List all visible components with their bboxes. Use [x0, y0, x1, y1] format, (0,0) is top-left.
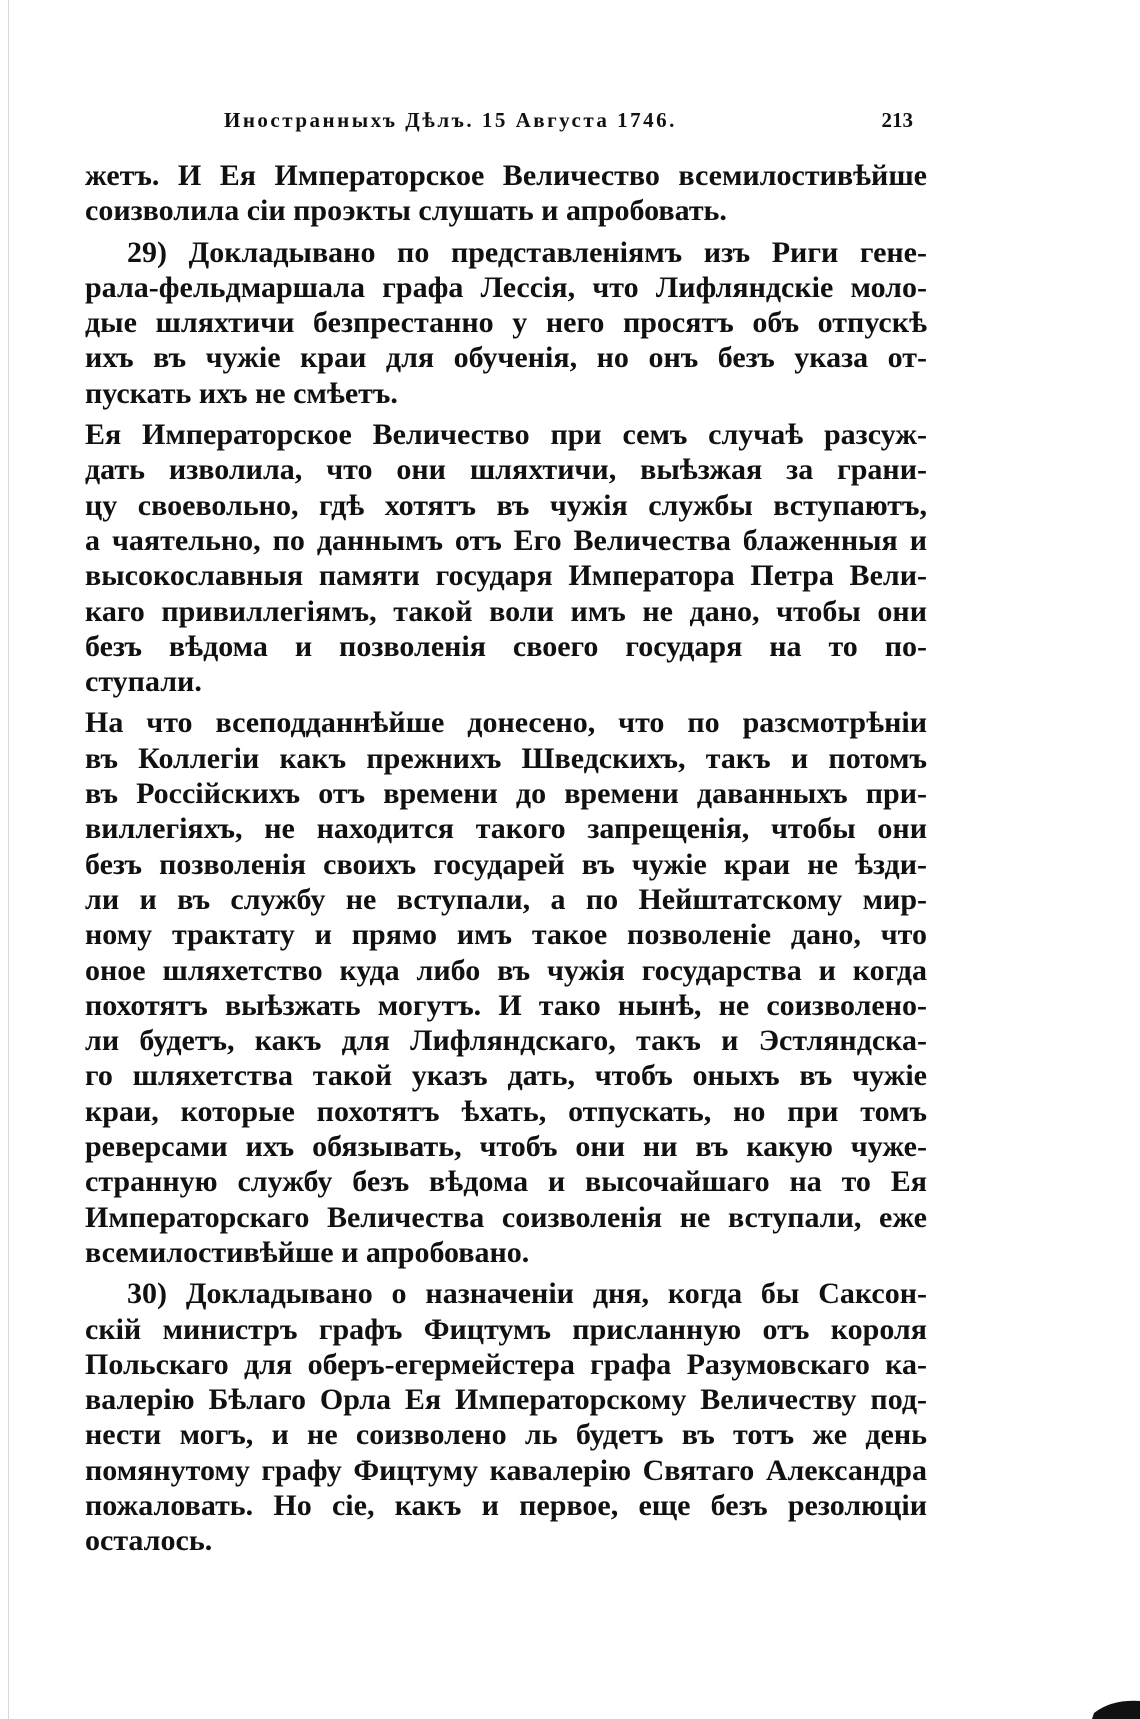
- text-line: высокославныя памяти государя Императора Петра Вели-: [85, 559, 927, 593]
- page-curl-mark: [1090, 1679, 1140, 1719]
- text-line: реверсами ихъ обязывать, чтобъ они ни въ какую чуже-: [85, 1130, 927, 1164]
- text-line: похотятъ выѣзжать могутъ. И тако нынѣ, не соизволено-: [85, 988, 927, 1022]
- text-line: странную службу безъ вѣдома и высочайшаго на то Ея: [85, 1165, 927, 1199]
- paragraph: [85, 1276, 927, 1558]
- text-line: пожаловать. Но сіе, какъ и первое, еще безъ резолюціи: [85, 1488, 927, 1522]
- paragraph: [85, 417, 927, 699]
- text-line: всемилостивѣйше и апробовано.: [85, 1235, 530, 1269]
- text-line: На что всеподданнѣйше донесено, что по разсмотрѣніи: [85, 706, 927, 740]
- page-number: 213: [881, 108, 913, 132]
- header-title: Иностранныхъ Дѣлъ. 15 Августа 1746.: [224, 108, 677, 132]
- text-line: въ Россійскихъ отъ времени до времени даванныхъ при-: [85, 777, 927, 811]
- text-line: ихъ въ чужіе краи для обученія, но онъ безъ указа от-: [85, 341, 927, 375]
- text-line: Ея Императорское Величество при семъ случаѣ разсуж-: [85, 418, 927, 452]
- text-line: 29) Докладывано по представленіямъ изъ Риги гене-: [127, 235, 927, 269]
- text-line: каго привиллегіямъ, такой воли имъ не дано, чтобы они: [85, 594, 927, 628]
- text-line: валерію Бѣлаго Орла Ея Императорскому Величеству под-: [85, 1383, 927, 1417]
- text-line: дать изволила, что они шляхтичи, выѣзжая за грани-: [85, 453, 927, 487]
- text-line: безъ позволенія своихъ государей въ чужіе краи не ѣзди-: [85, 847, 927, 881]
- text-line: цу своевольно, гдѣ хотятъ въ чужія службы вступаютъ,: [85, 488, 927, 522]
- paragraph: [85, 158, 927, 229]
- text-line: оное шляхетство куда либо въ чужія государства и когда: [85, 953, 927, 987]
- text-line: дые шляхтичи безпрестанно у него просятъ объ отпускѣ: [85, 306, 927, 340]
- text-line: ли и въ службу не вступали, а по Нейштатскому мир-: [85, 882, 927, 916]
- body-text: [85, 158, 927, 1559]
- text-line: пускать ихъ не смѣетъ.: [85, 376, 398, 410]
- text-line: виллегіяхъ, не находится такого запрещенія, чтобы они: [85, 812, 927, 846]
- text-line: а чаятельно, по даннымъ отъ Его Величества блаженныя и: [85, 523, 927, 557]
- text-line: Императорскаго Величества соизволенія не вступали, еже: [85, 1200, 927, 1234]
- text-line: нести могъ, и не соизволено ль будетъ въ тотъ же день: [85, 1418, 927, 1452]
- text-line: соизволила сіи проэкты слушать и апробовать.: [85, 194, 727, 228]
- text-line: помянутому графу Фицтуму кавалерію Святаго Александра: [85, 1453, 927, 1487]
- text-line: скій министръ графъ Фицтумъ присланную отъ короля: [85, 1312, 927, 1346]
- text-line: безъ вѣдома и позволенія своего государя на то по-: [85, 629, 927, 663]
- text-line: краи, которые похотятъ ѣхать, отпускать, но при томъ: [85, 1094, 927, 1128]
- text-line: го шляхетства такой указъ дать, чтобъ оныхъ въ чужіе: [85, 1059, 927, 1093]
- text-line: въ Коллегіи какъ прежнихъ Шведскихъ, такъ и потомъ: [85, 741, 927, 775]
- text-line: жетъ. И Ея Императорское Величество всемилостивѣйше: [85, 159, 927, 192]
- text-line: 30) Докладывано о назначеніи дня, когда бы Саксон-: [127, 1277, 927, 1311]
- text-line: осталось.: [85, 1524, 213, 1558]
- text-line: рала-фельдмаршала графа Лессія, что Лифляндскіе моло-: [85, 270, 927, 304]
- scan-margin-line: [8, 0, 9, 1719]
- text-line: ли будетъ, какъ для Лифляндскаго, такъ и Эстляндска-: [85, 1024, 927, 1058]
- text-line: ному трактату и прямо имъ такое позволеніе дано, что: [85, 918, 927, 952]
- paragraph: [85, 705, 927, 1270]
- text-line: Польскаго для оберъ-егермейстера графа Разумовскаго ка-: [85, 1347, 927, 1381]
- running-header: [210, 108, 913, 142]
- paragraph: [85, 235, 927, 411]
- text-line: ступали.: [85, 665, 202, 699]
